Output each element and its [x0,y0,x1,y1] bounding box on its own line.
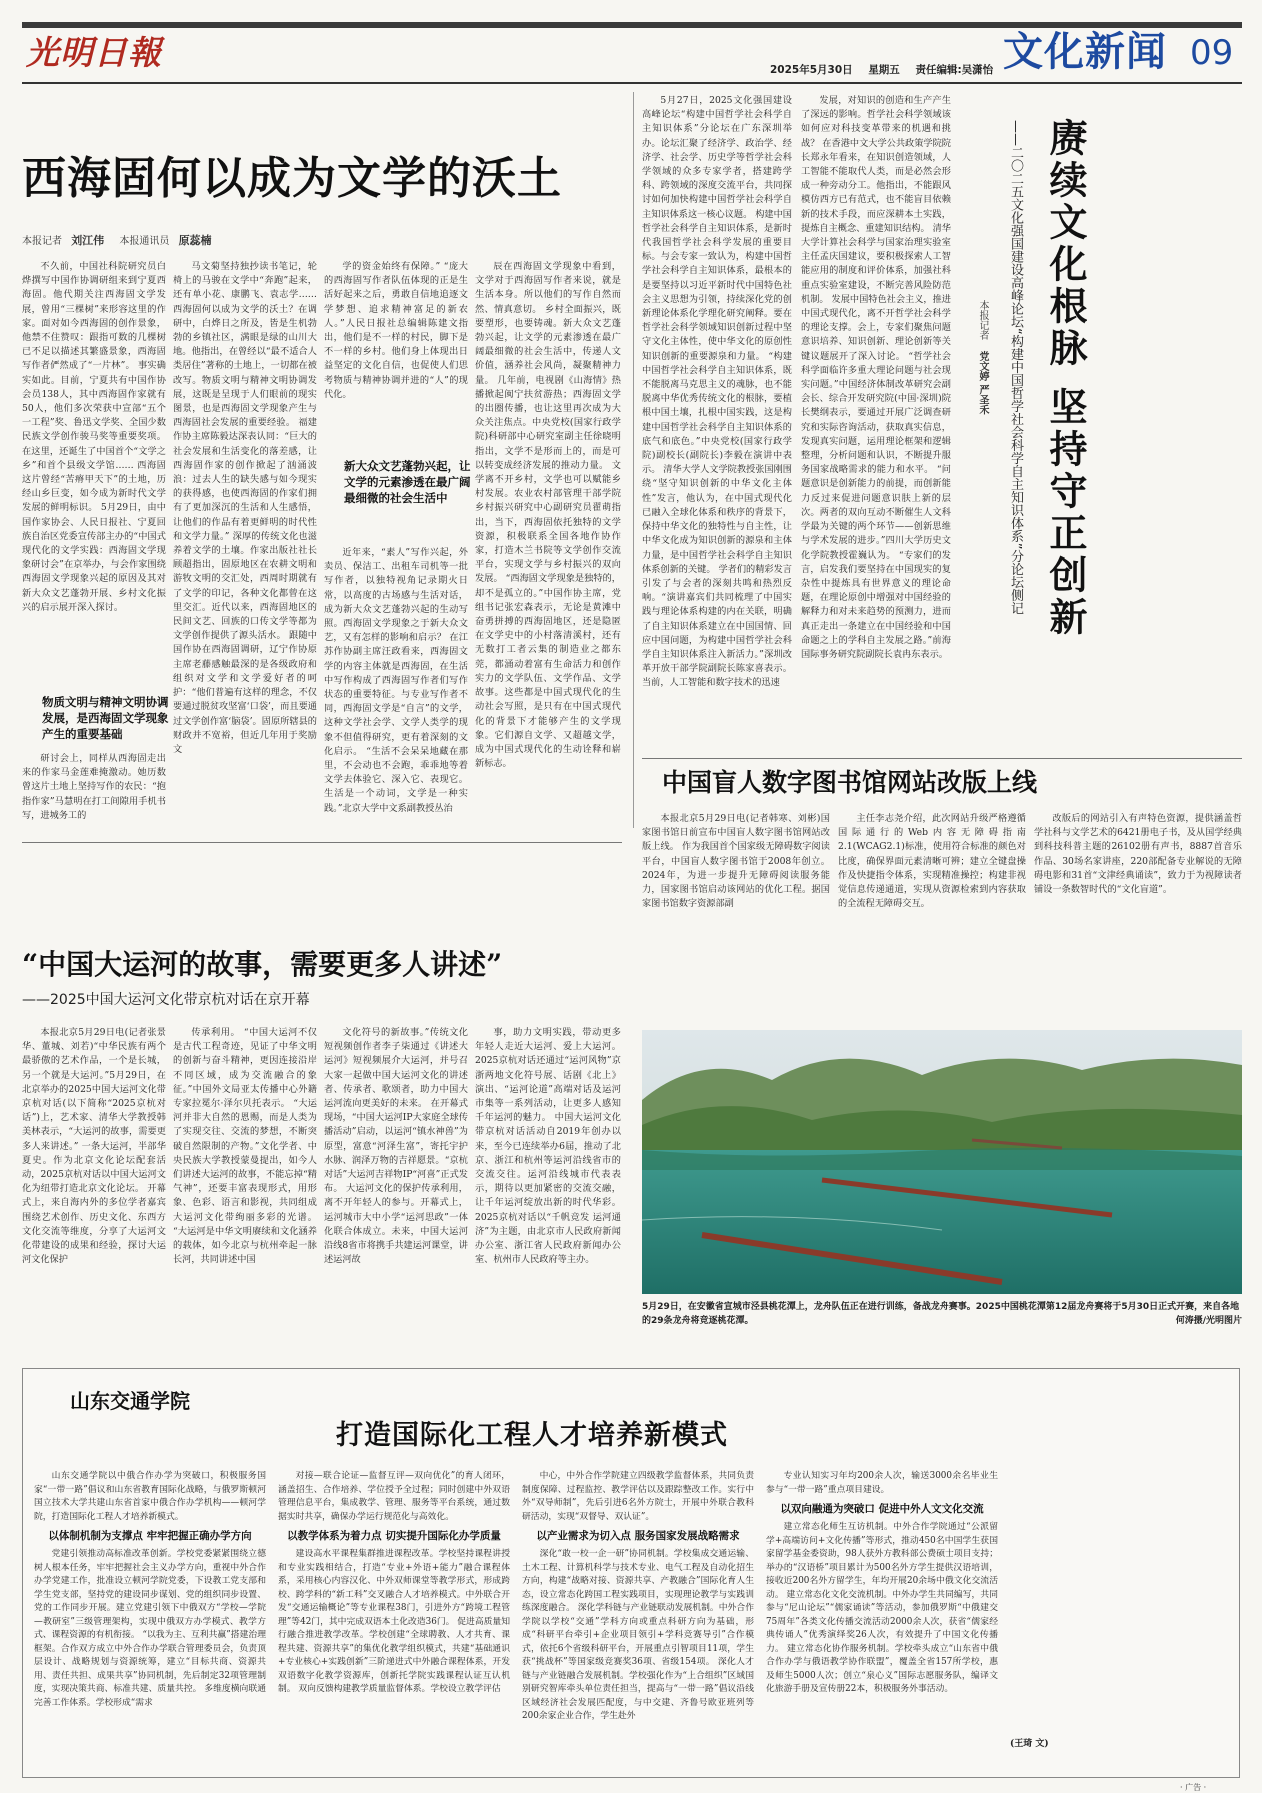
article3-column-1 [642,812,830,996]
paragraph: 对接—联合论证—监督互评—双向优化”的育人闭环，涵盖招生、合作培养、学位授予全过程；同时创建中外双语管理信息平台，集成教学、管理、服务等平台系统，通过数据实时共享，确保办学运行规范化与高效化。 [278,1471,510,1522]
paragraph: 研讨会上，同样从西海固走出来的作家马金莲难掩激动。她历数曾这片土地上坚持写作的农民：“抱指作家”马慧明在打工间隙用手机书写，进城务工的 [22,753,166,821]
paragraph: 学的资金始终有保障。” “庞大的西海固写作者队伍体现的正是生活好起来之后，勇敢自信地追逐文学梦想、追求精神富足的新农人。”人民日报社总编辑陈建文指出，他们是不一样的村民，脚下是不一样的乡村。他们身上体现出日益坚定的文化自信，也促使人们思考物质与精神协调并进的“人”的现代化。 [324,261,468,400]
dragon-boat-photo-illustration [642,1030,1242,1294]
column-divider [633,92,634,828]
masthead-bottom-rule [22,82,1242,84]
article1-column-3b [324,546,468,836]
section-name: 文化新闻 [1003,28,1167,75]
photo-caption [642,1300,1242,1328]
paragraph: 建立常态化师生互访机制。中外合作学院通过“公派留学+高端访问+文化传播”等形式，推动450名中国学生获国家留学基金委资助，98人获外方教科部公费硕士项目支持；举办的“汉语桥”项目累计为500名外方学生提供汉语培训，接收近200名外方留学生，年均开展20余场中俄文化交流活动。 建立常态化文化交流机制。中外办学生共同编写，共同参与“尼山论坛”“儒家诵读”等活动，参加俄罗斯“中俄建交75周年”各类文化传播交流活动2000余人次，获省“儒家经典传诵人”优秀演绎奖26人次，有效提升了中国文化传播力。 建立常态化协作服务机制。学校牵头成立“山东省中俄合作办学与俄语教学协作联盟”，覆盖全省157所学校，惠及师生5000人次；创立“泉心义”国际志愿服务队，编译文化旅游手册及宣传册22本，积极服务外事活动。 [766,1522,998,1694]
issue-weekday: 星期五 [868,64,900,76]
article1-subheading-1: 物质文明与精神文明协调发展，是西海固文学现象产生的重要基础 [42,695,169,741]
editor-credit: 责任编辑:吴潇怡 [915,64,994,76]
paragraph: 党建引领推动高标准改革创新。学校党委紧紧围绕立德树人根本任务，牢牢把握社会主义办学方向，重视中外合作办学党建工作，批准设立顿河学院党委，下设教工党支部和学生党支部，坚持党的建设同步谋划、党的组织同步设置、党的工作同步开展。建立党建引领下中俄双方“学校—学院—教研室”三级管理架构，实现中俄双方办学模式、教学方式、课程资源的有机衔接。 “以我为主、互利共赢”搭建治理框架。合作双方成立中外合作办学联合管理委员会，负责顶层设计、战略规划与资源统筹，建立“目标共商、资源共用、责任共担、成果共享”协同机制，先后制定32项管理制度，实现决策共商、标准共建、质量共控。 多维度横向联通完善工作体系。学校形成“需求 [34,1549,266,1708]
news-photo [642,1030,1242,1294]
article2-column-1 [642,94,792,748]
ad-column-2 [278,1470,510,1766]
ad-footer-label: · 广告 · [1180,1783,1207,1792]
paragraph: 中心，中外合作学院建立四级教学监督体系，共同负责制度保障、过程监控、教学评估以及跟踪整改工作。实行中外“双导师制”，先后引进6名外方院士，开展中外联合教科研活动，实现“双督导、双认证”。 [522,1471,754,1522]
ad-subheading: 以教学体系为着力点 切实提升国际化办学质量 [287,1530,501,1542]
article1-title: 西海固何以成为文学的沃土 [22,153,562,204]
byline-name: 党文婷 严圣禾 [977,351,988,415]
paragraph: 不久前，中国社科院研究员白烨撰写中国作协调研组来到宁夏西海固。他代期关注西海固文学发展，曾用“三棵树”来形容这里的作家。面对如今西海固的创作景象，他禁不住赞叹：跟指可数的几棵树已不足以描述其繁盛景象，西海固写作者俨然成了“一片林”。 事实确实如此。目前，宁夏共有中国作协会员138人，其中西海固作家就有50人，他们多次荣获中宣部“五个一工程”奖、鲁迅文学奖、全国少数民族文学创作骏马奖等重要奖项。在这里，还诞生了中国首个“文学之乡”和首个县级文学馆…… 西海固这片曾经“苦瘠甲天下”的土地，历经山乡巨变，如今成为新时代文学发展的鲜明标识。 5月29日，由中国作家协会、人民日报社、宁夏回族自治区党委宣传部主办的“中国式现代化的文学实践：西海固文学现象研讨会”在京举办，与会作家围绕西海固文学现象兴起的原因及其对新大众文艺蓬勃开展、乡村文化振兴的启示展开深入探讨。 [22,261,166,613]
paragraph: 建设高水平课程集群推进课程改革。学校坚持课程讲授和专业实践相结合，打造“专业+外语+能力”融合课程体系，采用核心内容汉化、中外双师课堂等教学形式，形成跨校、跨学科的“新工科”交叉融合人才培养模式。中外联合开发“交通运输概论”等专业课程38门，引进外方“跨境工程管理”等42门，其中完成双语本土化改造36门。 促进高质量知行融合推进教学改革。学校创建“全球聘教、人才共育、课程共建、资源共享”的集优化教学组织模式，共建“基础通识+专业核心+实践创新”三阶递进式中外融合课程体系，开发双语数字化教学资源库，创新托学院实践课程认证互认机制。 双向反馈构建教学质量监督体系。学校设立教学评估 [278,1549,510,1694]
article4-column-3 [324,1026,468,1362]
masthead-date-line [770,62,993,77]
ad-subheading: 以产业需求为切入点 服务国家发展战略需求 [536,1530,740,1542]
article2-byline [975,300,990,540]
ad-column-1 [34,1470,266,1766]
byline-role: 本报记者 [22,236,62,247]
paragraph: 本报北京5月29日电(记者韩寒、刘彬)国家图书馆日前宣布中国盲人数字图书馆网站改版上线。 作为我国首个国家级无障碍数字阅读平台，中国盲人数字图书馆于2008年创立。2024年，为进一步提升无障碍阅读服务能力，国家图书馆启动该网站的优化工程。据国家图书馆数字资源部副 [642,813,830,910]
article-divider [642,758,1242,759]
advertorial-title: 打造国际化工程人才培养新模式 [336,1420,728,1451]
paragraph: 山东交通学院以中俄合作办学为突破口，积极服务国家“一带一路”倡议和山东省教育国际化战略，与俄罗斯顿河国立技术大学共建山东省首家中俄合作办学机构——顿河学院，打造国际化工程人才培养新模式。 [34,1471,266,1522]
ad-column-4 [766,1470,998,1766]
ad-subheading: 以双向融通为突破口 促进中外人文文化交流 [780,1503,984,1515]
ad-subheading: 以体制机制为支撑点 牢牢把握正确办学方向 [48,1530,252,1542]
article2-title: 赓续文化根脉 坚持守正创新 [1043,118,1088,640]
photo-credit: 何涛摄/光明图片 [1175,1316,1242,1326]
paragraph: 本报北京5月29日电(记者张景华、董城、刘若)“中华民族有两个最骄傲的艺术作品，一个是长城，另一个就是大运河。”5月29日，在北京举办的2025中国大运河文化带京杭对话(以下简称“2025京杭对话”)上，艺术家、清华大学教授韩美林表示，“大运河的故事，需要更多人来讲述。” 一条大运河，半部华夏史。作为北京文化论坛配套活动，2025京杭对话以中国大运河文化为纽带打造北京文化论坛。 开幕式上，来自海内外的多位学者嘉宾围绕艺术创作、历史文化、东西方文化交流等维度，分享了大运河文化带建设的成果和经验，探讨大运河文化保护 [22,1027,166,1266]
byline-name: 原蕊楠 [178,234,212,247]
article2-column-2 [801,94,951,748]
advertorial-school-label: 山东交通学院 [70,1389,190,1413]
caption-text: 5月29日，在安徽省宣城市泾县桃花潭上，龙舟队伍正在进行训练，备战龙舟赛事。2025中国桃花潭第12届龙舟赛将于5月30日正式开赛，来自各地的29条龙舟将竞逐桃花潭。 [642,1302,1240,1326]
article3-title: 中国盲人数字图书馆网站改版上线 [662,768,1038,797]
article3-column-3 [1034,812,1242,996]
article4-column-4 [475,1026,621,1362]
article1-column-3 [324,260,468,450]
paragraph: 辰在西海固文学现象中看到，文学对于西海固写作者来说，就是生活本身。所以他们的写作自然而然、情真意切。 乡村全面振兴，既要塑形，也要铸魂。新大众文艺蓬勃兴起，让文学的元素渗透在最广阔最细微的社会生活中，传递人文价值，涵养社会风尚，凝聚精神力量。 几年前，电视剧《山海情》热播掀起闽宁扶贫游热；西海固文学的出圈传播，也让这里再次成为大众关注焦点。中央党校(国家行政学院)科研部中心研究室副主任徐晓明指出，文学不是形而上的，而是可以转变成经济发展的推动力量。 文学离不开乡村，文学也可以赋能乡村发展。农业农村部管理干部学院乡村振兴研究中心副研究员翟萌指出，当下，西海固依托独特的文学资源，积极联系全国各地作协作家，打造木兰书院等文学创作交流平台，实现文学与乡村振兴的双向发展。 “西海固文学现象是独特的，却不是孤立的。”中国作协主席，党组书记张宏森表示，无论是黄滩中奋勇拼搏的西海固地区，还是隐匿在文学史中的小村落清溪村，还有无数打工者云集的制造业之都东莞，都涌动着富有生命活力和创作实力的文学队伍、文学作品、文学故事。这些都是中国式现代化的生动社会写照，是只有在中国式现代化的背景下才能够产生的文学现象。它们源自文学、又超越文学，成为中国式现代化的生动诠释和崭新标志。 [475,261,621,770]
article1-column-1 [22,260,166,692]
byline-role: 本报记者 [977,300,988,340]
paragraph: 事，助力文明实践，带动更多年轻人走近大运河、爱上大运河。 2025京杭对话还通过“运河风物”京浙两地文化符号展、话剧《北上》演出、“运河论道”高端对话及运河市集等一系列活动，让更多人感知千年运河的魅力。 中国大运河文化带京杭对话活动自2019年创办以来，至今已连续举办6届，推动了北京、浙江和杭州等运河沿线省市的交流交往。运河沿线城市代表表示，期待以更加紧密的交流交融，让千年运河绽放出新的时代华彩。 2025京杭对话以“千帆竞发 运河通济”为主题，由北京市人民政府新闻办公室、浙江省人民政府新闻办公室、杭州市人民政府等主办。 [475,1027,621,1266]
paragraph: 专业认知实习年均200余人次，输送3000余名毕业生参与“一带一路”重点项目建设。 [766,1471,998,1495]
ad-column-3 [522,1470,754,1766]
article3-column-2 [838,812,1026,996]
article-divider [22,842,622,843]
paragraph: 发展，对知识的创造和生产产生了深远的影响。哲学社会科学领域该如何应对科技变革带来的机遇和挑战？ 在香港中文大学公共政策学院院长郑永年看来，在知识创造领域，人工智能不能取代人类，而是必然会形成一种旁动分工。他指出，不能跟风模仿西方已有范式，也不能盲目依赖新的技术手段，而应深耕本土实践，提炼自主概念、重建知识结构。 清华大学计算社会科学与国家治理实验室主任孟庆国建议，要积极探索人工智能应用的制度和评价体系，加强社科重点实验室建设，不断完善风险防范机制。 发展中国特色社会主义，推进中国式现代化，离不开哲学社会科学的理论支撑。会上，专家们聚焦问题意识培养、知识创新、理论创新等关键议题展开了深入讨论。 “哲学社会科学面临许多重大理论问题与社会现实问题。”中国经济体制改革研究会副会长、综合开发研究院(中国·深圳)院长樊纲表示，要通过开展广泛调查研究和实际咨询活动，获取真实信息，发现真实问题，运用理论框架和逻辑整理，分析问题和认识，不断提升服务国家战略需求的能力和水平。 “问题意识是创新能力的前提，而创新能力反过来促进问题意识肤上新的层次。两者的双向互动不断催生人文科学最为关键的两个环节——创新思维与学术发展的进步。”四川大学历史文化学院教授霍巍认为。 “专家们的发言，启发我们要坚持在中国现实的复杂性中提炼具有世界意义的理论命题，在理论原创中增强对中国经验的解释力和对未来趋势的预测力，进而真正走出一条建立在中国经验和中国命题之上的学科自主发展之路。”前海国际事务研究院副院长袁冉东表示。 [801,95,951,660]
article1-subheading-2: 新大众文艺蓬勃兴起，让文学的元素渗透在最广阔最细微的社会生活中 [344,459,471,505]
article4-subtitle: ——2025中国大运河文化带京杭对话在京开幕 [22,992,310,1008]
issue-date: 2025年5月30日 [770,64,853,76]
masthead-logo: 光明日報 [26,33,162,72]
byline-role: 本报通讯员 [119,236,170,247]
paragraph: 主任李志尧介绍，此次网站升级严格遵循国际通行的Web内容无障碍指南2.1(WCAG2.1)标准，使用符合标准的颜色对比度，确保界面元素清晰可辨；建立全键盘操作及快捷指令体系，实现精准操控；构建非视觉信息传递通道，实现从资源检索到内容获取的全流程无障碍交互。 [838,813,1026,910]
article1-column-2 [173,260,317,836]
article4-column-1 [22,1026,166,1362]
paragraph: 马文菊坚持独抄读书笔记，轮椅上的马骏在文学中“奔跑”起来，还有单小花、康鹏飞、袁志学…… 西海固何以成为文学的沃土？在调研中，白烨日之所及，皆是生机勃勃的乡镇社区，满眼是绿的山川大地。他指出，在曾经以“最不适合人类居住”著称的土地上，一切都在被改写。物质文明与精神文明协调发展，这既是呈现于人们眼前的现实图景，也是西海固文学现象产生与西海固社会发展的重要经验。 福建作协主席陈毅达深表认同：“巨大的社会发展和生活变化的落差感，让西海固作家的创作掀起了汹涌波浪：过去人生的缺失感与如今现实的获得感，也使西海固的作家们拥有了更加深沉的生活和人生感悟，让他们的作品有着更鲜明的时代性和文学力量。” 深厚的传统文化也滋养着文学的土壤。作家出版社社长顾超指出，固原地区在农耕文明和游牧文明的交汇处，西周时期就有了文学的印记，各种文化都曾在这里交汇。近代以来，西海固地区的民间文艺、回族的口传文学等都为文学创作提供了源头活水。 跟随中国作协在西海固调研，辽宁作协原主席老藤感触最深的是各级政府和组织对文学和文学爱好者的呵护：“他们普遍有这样的理念，不仅要通过脱贫攻坚富‘口袋’，而且要通过文学创作富‘脑袋’。固原所辖县的财政并不宽裕，但近几年用于奖励文 [173,261,317,755]
article1-column-1b [22,752,166,836]
paragraph: 近年来，“素人”写作兴起，外卖员、保洁工、出租车司机等一批写作者，以独特视角记录期火日常，以高度的古场感与生活对话，成为新大众文艺蓬勃兴起的生动写照。西海固文学现象之于新大众文艺，又有怎样的影响和启示？ 在江苏作协副主席汪政看来，西海固文学的内容主体就是西海固，在生活中写作构成了西海固写作者们写作状态的重要特征。与专业写作者不同，西海固文学是“自言”的文学，这种文学社会学、文学人类学的现象不但值得研究，更有着深刻的文化启示。 “生活不会呆呆地藏在那里，不会动也不会跑，乖乖地等着文学去体验它、深入它、表现它。生活是一个动词，文学是一种实践。”北京大学中文系副教授丛治 [324,547,468,814]
article4-title: “中国大运河的故事，需要更多人讲述” [22,948,503,981]
page-number: 09 [1190,33,1234,73]
paragraph: 5月27日，2025文化强国建设高峰论坛“构建中国哲学社会科学自主知识体系”分论坛在广东深圳举办。论坛汇聚了经济学、政治学、经济学、社会学、历史学等哲学社会科学领域的众多专家学者，搭建跨学科、跨领域的深度交流平台，共同探讨如何加快构建中国哲学社会科学自主知识体系这一核心议题。 构建中国哲学社会科学自主知识体系，是新时代我国哲学社会科学发展的重要目标。与会专家一致认为，构建中国哲学社会科学自主知识体系，最根本的是要坚持以习近平新时代中国特色社会主义思想为引领，持续深化党的创新理论体系化学理化研究阐释。要在哲学社会科学领域知识创新过程中坚守文化主体性，使中华文化的原创性知识创新的重要源泉和力量。 “构建中国哲学社会科学自主知识体系，既不能脱离马克思主义的魂脉，也不能脱离中华优秀传统文化的根脉，要植根中国土壤，扎根中国实践，这是构建中国哲学社会科学自主知识体系的底气和底色。”中央党校(国家行政学院)副校长(副院长)李毅在演讲中表示。 清华大学人文学院教授张国刚围绕“坚守知识创新的中华文化主体性”发言，他认为，在中国式现代化已融入全球化体系和秩序的背景下，保持中华文化的独特性与自主性，让中华文化成为知识创新的源泉和主体力量，是中国哲学社会科学自主知识体系创新的关键。 学者们的精彩发言引发了与会者的深刻共鸣和热烈反响。“演讲嘉宾们共同梳理了中国实践与理论体系构建的内在关联，明确了自主知识体系建立在中国国情、回应中国问题，为构建中国哲学社会科学自主知识体系注入新活力。”深圳改革开放干部学院副院长陈家喜表示。 当前，人工智能和数字技术的迅速 [642,95,792,689]
ad-signature: (王琦 文) [1010,1739,1049,1749]
article2-subtitle: ——二〇二五文化强国建设高峰论坛“构建中国哲学社会科学自主知识体系”分论坛侧记 [1008,120,1023,615]
paragraph: 改版后的网站引入有声特色资源，提供涵盖哲学社科与文学艺术的6421册电子书，及从国学经典到科技科普主题的26102册有声书，8887首音乐作品、30场名家讲座，220部配备专业解说的无障碍电影和31首“文津经典诵读”，致力于为视障读者铺设一条数智时代的“文化盲道”。 [1034,813,1242,896]
article1-byline [22,232,212,248]
paragraph: 传承利用。 “中国大运河不仅是古代工程奇迹，见证了中华文明的创新与奋斗精神，更因连接沿岸不同区域，成为交流融合的象征。”中国外文局亚太传播中心外籍专家拉冕尔·泽尔贝托表示。 “大运河并非大自然的恩赐，而是人类为了实现交往、交流的梦想，不断突破自然限制的产物。”文化学者、中央民族大学教授蒙曼提出，如今人们讲述大运河的故事，不能忘掉“精气神”，还要丰富表现形式，用形象、色彩、语言和影视，共同组成大运河文化带绚丽多彩的光谱。 “大运河是中华文明赓续和文化涵养的载体，如今北京与杭州牵起一脉长河，共同讲述中国 [173,1027,317,1266]
article1-column-4 [475,260,621,836]
paragraph: 深化“敢一校一企一研”协同机制。学校集成交通运输、土木工程、计算机科学与技术专业、电气工程及自动化招生方向，构建“战略对接、资源共享、产教融合”国际化育人生态，设立常态化跨国工程实践项目，实现理论教学与实践训练深度融合。 深化学科链与产业链联动发展机制。中外合作学院以学校“交通”学科方向或重点科研方向为基础，形成“科研平台牵引+企业项目领引+学科竞赛导引”合作模式，依托6个省级科研平台，开展重点引智项目11项，学生获“挑战杯”等国家级竞赛奖36项、省级154项。 深化人才链与产业链融合发展机制。学校强化作为“上合组织”区域国别研究智库牵头单位责任担当，提高与“一带一路”倡议沿线区域经济社会发展匹配度，与中交建、齐鲁号欧亚班列等200余家企业合作，学生赴外 [522,1549,754,1721]
article4-column-2 [173,1026,317,1362]
paragraph: 文化符号的新故事。”传统文化短视频创作者李子柒通过《讲述大运河》短视频展介大运河，并号召大家一起做中国大运河文化的讲述者、传承者、歌颂者，助力中国大运河流向更美好的未来。 在开幕式现场，“中国大运河IP大家庭全球传播活动”启动，以运河“镇水神兽”为原型，富意“河泽生富”，寄托宇护水脉、润泽万物的吉祥愿景。“京杭对话”大运河吉祥物IP“河喜”正式发布。 大运河文化的保护传承利用，离不开年轻人的参与。开幕式上，运河城市大中小学“运河思政”一体化联合体成立。未来，中国大运河沿线8省市将携手共建运河课堂，讲述运河故 [324,1027,468,1266]
byline-name: 刘江伟 [71,234,105,247]
